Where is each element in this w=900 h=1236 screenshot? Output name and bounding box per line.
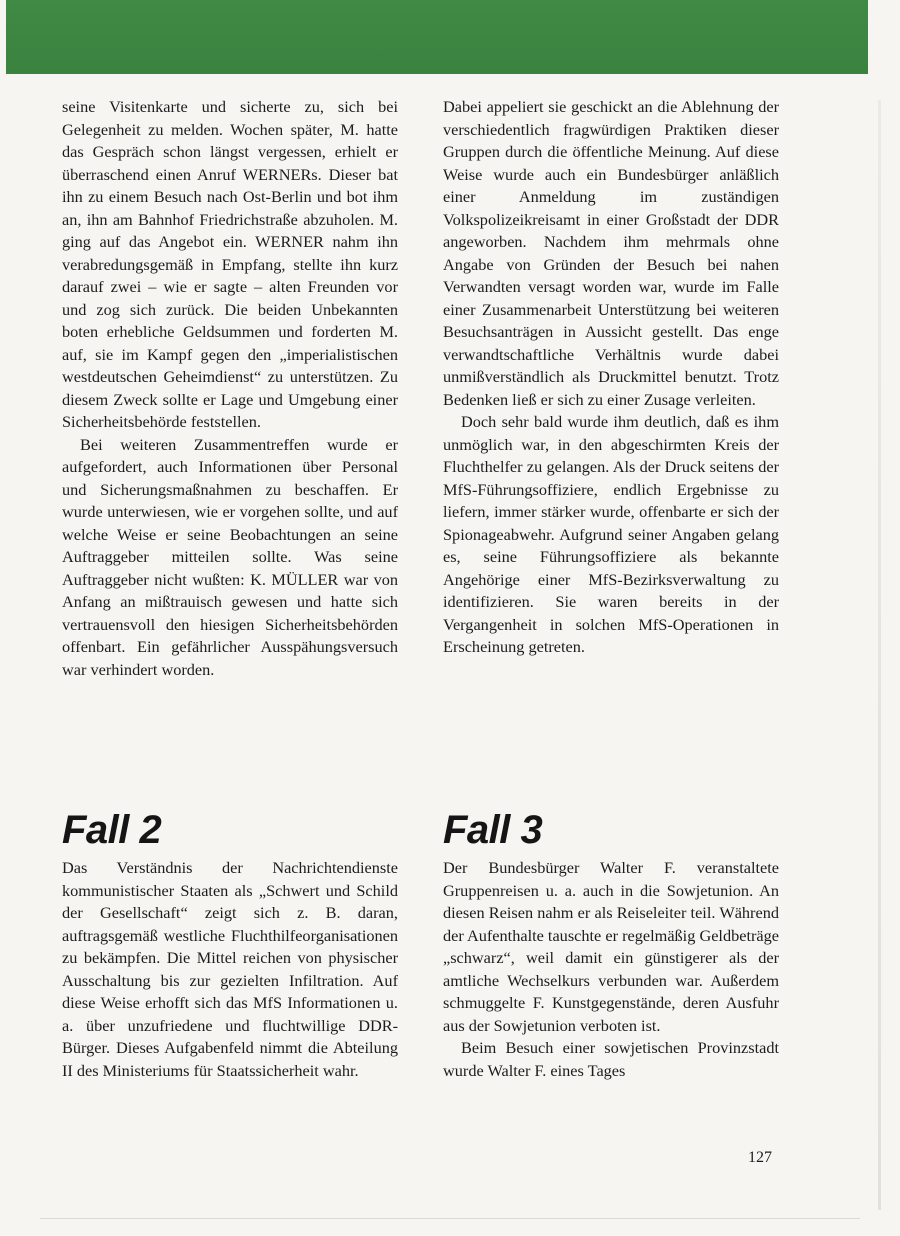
paragraph: Doch sehr bald wurde ihm deutlich, daß es ihm unmöglich war, in den abgeschirmten Kreis der Fluchthelfer zu gelangen. Als der Druck seitens der MfS-Führungsoffiziere, endlich Ergebnisse zu liefern, immer stärker wurde, offenbarte er sich der Spionageabwehr. Aufgrund seiner Angaben gelang es, seine Führungsoffiziere als bekannte Angehörige einer MfS-Bezirksverwaltung zu identifizieren. Sie waren bereits in der Vergangenheit in solchen MfS-Operationen in Erscheinung getreten. [443, 412, 779, 656]
page-number: 127 [748, 1149, 772, 1166]
paragraph: Das Verständnis der Nachrichtendienste kommunistischer Staaten als „Schwert und Schild der Gesellschaft“ zeigt sich z. B. daran, auftragsgemäß westliche Fluchthilfeorganisationen zu bekämpfen. Die Mittel reichen von physischer Ausschaltung bis zur gezielten Infiltration. Auf diese Weise erhofft sich das MfS Informationen u. a. über unzufriedene und fluchtwillige DDR-Bürger. Dieses Aufgabenfeld nimmt die Abteilung II des Ministeriums für Staatssicherheit wahr. [62, 858, 398, 1080]
header-color-band [6, 0, 868, 74]
section-heading-fall-3: Fall 3 [443, 808, 543, 852]
paragraph: Bei weiteren Zusammentreffen wurde er aufgefordert, auch Informationen über Personal und Sicherungsmaßnahmen zu beschaffen. Er wurde unterwiesen, wie er vorgehen sollte, und auf welche Weise er seine Beobachtungen an seine Auftraggeber mitteilen sollte. Was seine Auftraggeber nicht wußten: K. MÜLLER war von Anfang an mißtrauisch gewesen und hatte sich vertrauensvoll den hiesigen Sicherheitsbehörden offenbart. Ein gefährlicher Ausspähungsversuch war verhindert worden. [62, 434, 398, 679]
page-bottom-edge [40, 1218, 860, 1219]
fall-2-body [62, 857, 398, 1082]
fall-3-body [443, 857, 779, 1082]
page-edge-shadow [878, 100, 881, 1210]
paragraph: Der Bundesbürger Walter F. veranstaltete Gruppenreisen u. a. auch in die Sowjetunion. An diesen Reisen nahm er als Reiseleiter teil. Während der Aufenthalte tauschte er regelmäßig Geldbeträge „schwarz“, weil damit ein günstigerer als der amtliche Wechselkurs verbunden war. Außerdem schmuggelte F. Kunstgegenstände, deren Ausfuhr aus der Sowjetunion verboten ist. [443, 858, 779, 1035]
paragraph: seine Visitenkarte und sicherte zu, sich bei Gelegenheit zu melden. Wochen später, M. hatte das Gespräch schon längst vergessen, erhielt er überraschend einen Anruf WERNERs. Dieser bat ihn zu einem Besuch nach Ost-Berlin und bot ihm an, ihn am Bahnhof Friedrichstraße abzuholen. M. ging auf das Angebot ein. WERNER nahm ihn verabredungsgemäß in Empfang, stellte ihn kurz darauf zwei – wie er sagte – alten Freunden vor und zog sich zurück. Die beiden Unbekannten boten erhebliche Geldsummen und forderten M. auf, sie im Kampf gegen den „imperialistischen westdeutschen Geheimdienst“ zu unterstützen. Zu diesem Zweck sollte er Lage und Umgebung einer Sicherheitsbehörde feststellen. [62, 97, 398, 431]
left-column-top [62, 96, 398, 681]
paragraph: Beim Besuch einer sowjetischen Provinzstadt wurde Walter F. eines Tages [443, 1038, 779, 1080]
right-column-top [443, 96, 779, 659]
section-heading-fall-2: Fall 2 [62, 808, 162, 852]
paragraph: Dabei appeliert sie geschickt an die Ablehnung der verschiedentlich fragwürdigen Praktiken dieser Gruppen durch die öffentliche Meinung. Auf diese Weise wurde auch ein Bundesbürger anläßlich einer Anmeldung im zuständigen Volkspolizeikreisamt in einer Großstadt der DDR angeworben. Nachdem ihm mehrmals ohne Angabe von Gründen der Besuch bei nahen Verwandten versagt worden war, wurde im Falle einer Zusammenarbeit Unterstützung bei weiteren Besuchsanträgen in Aussicht gestellt. Das enge verwandtschaftliche Verhältnis wurde dabei unmißverständlich als Druckmittel benutzt. Trotz Bedenken ließ er sich zu einer Zusage verleiten. [443, 97, 779, 409]
